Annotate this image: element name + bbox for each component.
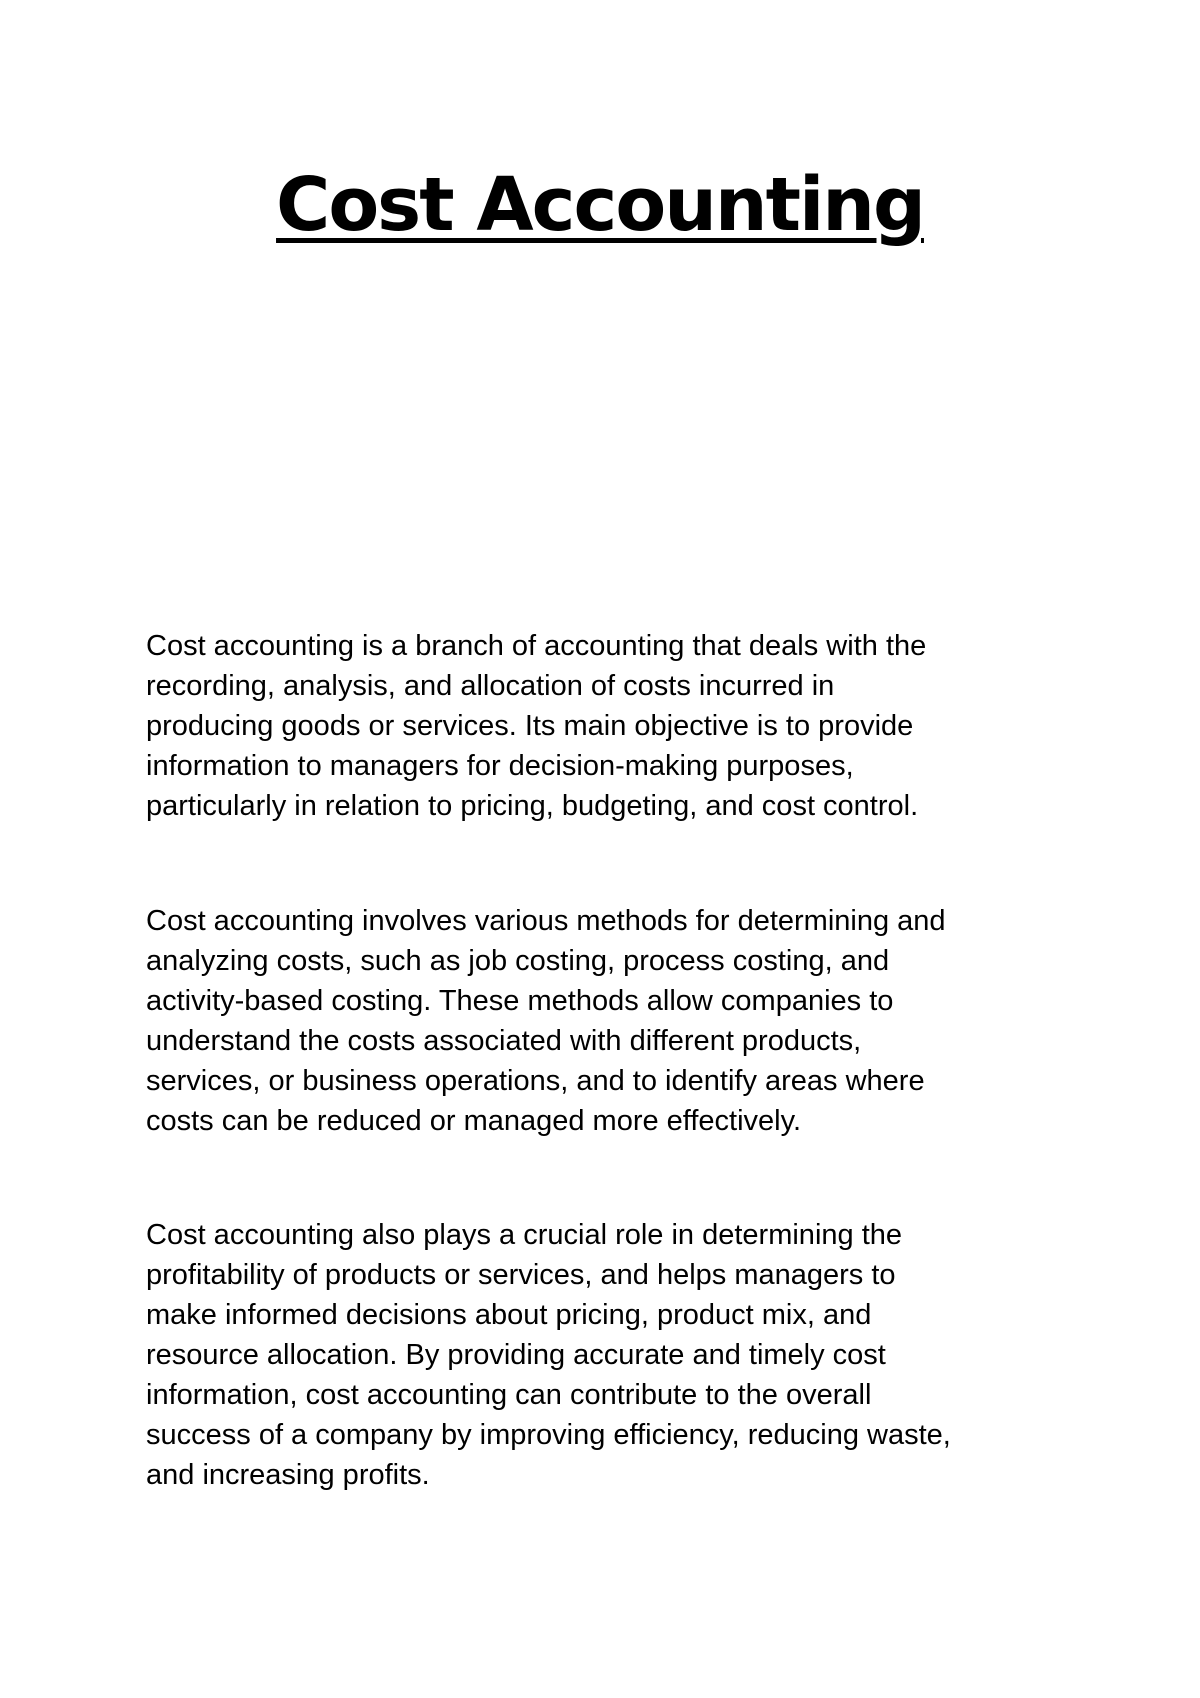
document-title: Cost Accounting <box>276 162 924 248</box>
paragraph-1: Cost accounting is a branch of accounting that deals with the recording, analysis, and allocation of costs incurred in producing goods or services. Its main objective is to provide information to managers for decision-making purposes, particularly in relation to pricing, budgeting, and cost control. <box>146 630 927 822</box>
paragraph-2: Cost accounting involves various methods for determining and analyzing costs, such as job costing, process costing, and activity-based costing. These methods allow companies to understand the costs associated with different products, services, or business operations, and to identify areas where costs can be reduced or managed more effectively. <box>146 905 946 1137</box>
paragraph-3: Cost accounting also plays a crucial role in determining the profitability of products or services, and helps managers to make informed decisions about pricing, product mix, and resource allocation. By providing accurate and timely cost information, cost accounting can contribute to the overall success of a company by improving efficiency, reducing waste, and increasing profits. <box>146 1219 951 1491</box>
